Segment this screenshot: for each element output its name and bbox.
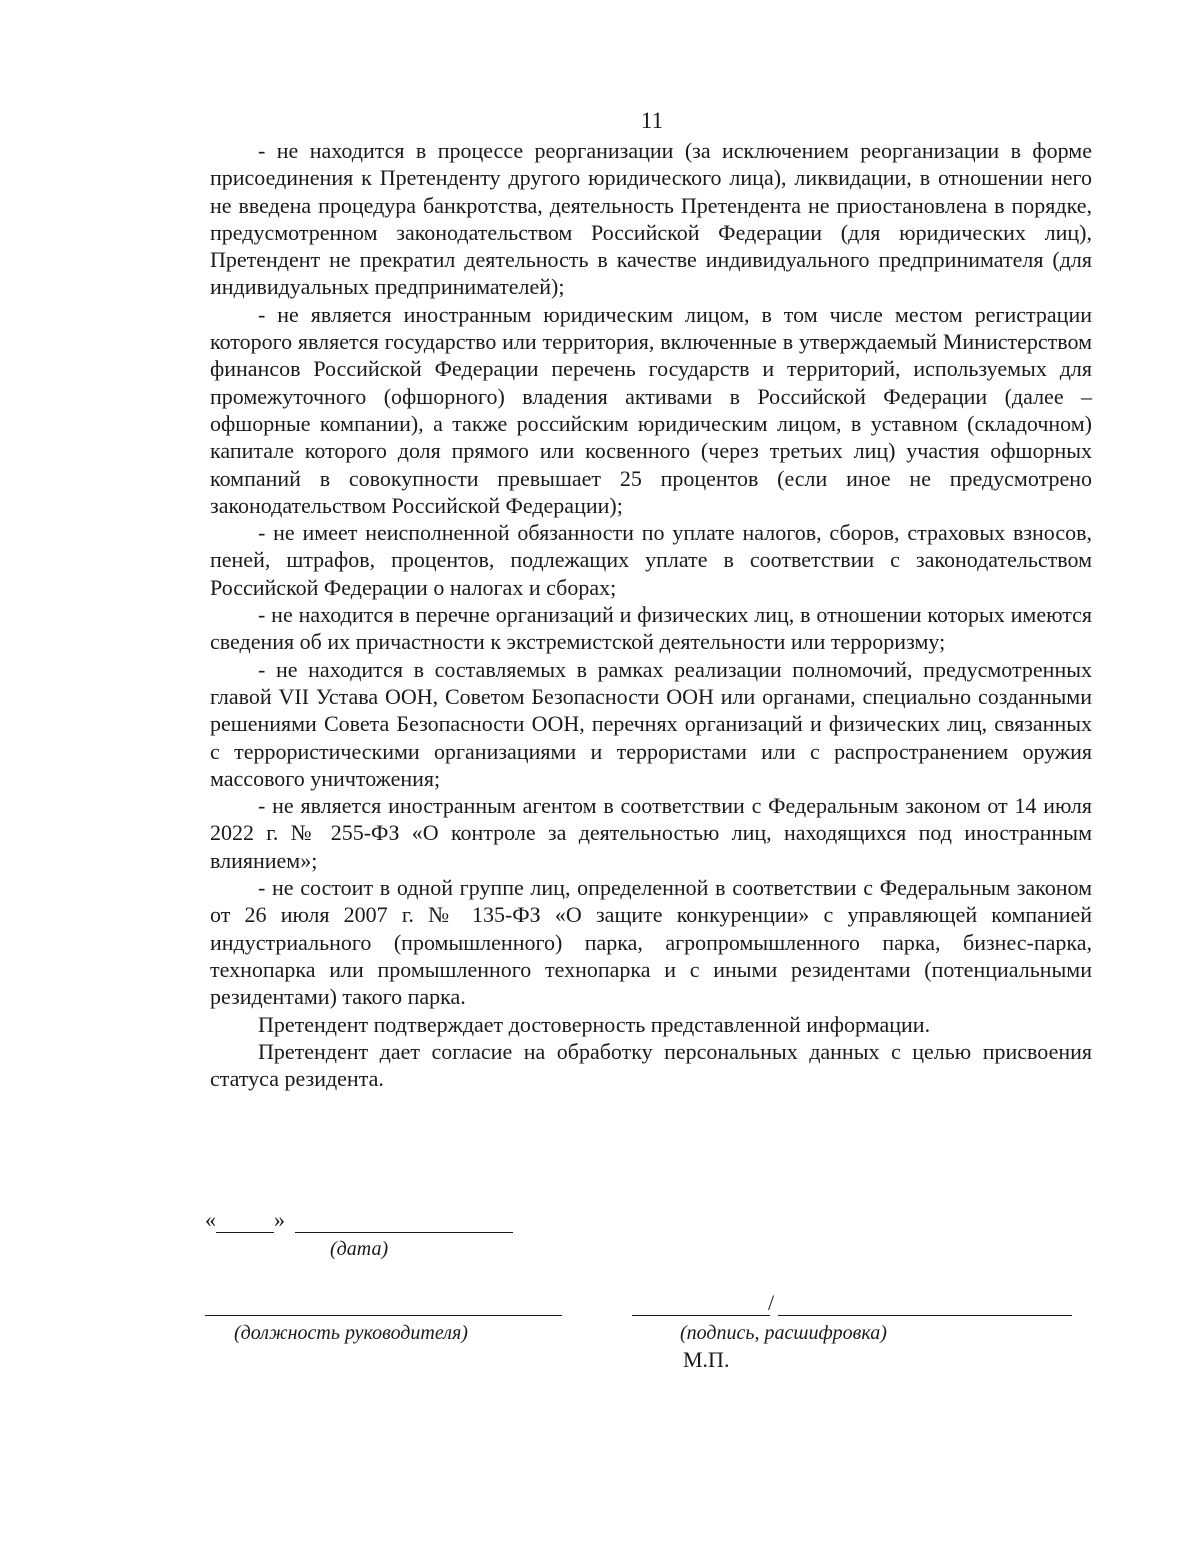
- date-month-year-blank: [295, 1214, 513, 1233]
- signature-slash: /: [768, 1290, 775, 1315]
- position-line: [205, 1315, 562, 1316]
- date-day-blank: [216, 1214, 274, 1233]
- paragraph-no-tax-debt: - не имеет неисполненной обязанности по уплате налогов, сборов, страховых взносов, пеней, штрафов, процентов, подлежащих уплате в соответствии с законодательством Российской Федерации о налогах и сборах;: [210, 520, 1092, 600]
- stamp-place-label: М.П.: [683, 1347, 730, 1372]
- page-number: 11: [640, 108, 664, 133]
- date-caption: (дата): [330, 1238, 389, 1260]
- date-close-quote: »: [274, 1207, 285, 1232]
- signature-name-line: [778, 1315, 1072, 1316]
- paragraph-confirms-accuracy: Претендент подтверждает достоверность представленной информации.: [258, 1011, 931, 1037]
- paragraph-not-un-list: - не находится в составляемых в рамках реализации полномочий, предусмотренных главой VII Устава ООН, Советом Безопасности ООН или органами, специально созданными решениями Совета Безопасности ООН, перечнях организаций и физических лиц, связанных с террористическими организациями и террористами или с распространением оружия массового уничтожения;: [210, 656, 1092, 791]
- paragraph-not-foreign-entity: - не является иностранным юридическим лицом, в том числе местом регистрации которого является государство или территория, включенные в утверждаемый Министерством финансов Российской Федерации перечень государств и территорий, используемых для промежуточного (офшорного) владения активами в Российской Федерации (далее – офшорные компании), а также российским юридическим лицом, в уставном (складочном) капитале которого доля прямого или косвенного (через третьих лиц) участия офшорных компаний в совокупности превышает 25 процентов (если иное не предусмотрено законодательством Российской Федерации);: [210, 301, 1092, 518]
- signature-line: [632, 1315, 770, 1316]
- date-field: [205, 1205, 513, 1233]
- document-body: [210, 137, 1092, 1092]
- paragraph-not-same-group: - не состоит в одной группе лиц, определенной в соответствии с Федеральным законом от 26 июля 2007 г. № 135-ФЗ «О защите конкуренции» с управляющей компанией индустриального (промышленного) парка, агропромышленного парка, бизнес-парка, технопарка или промышленного технопарка и с иными резидентами (потенциальными резидентами) такого парка.: [210, 875, 1092, 1010]
- paragraph-not-foreign-agent: - не является иностранным агентом в соответствии с Федеральным законом от 14 июля 2022 г. № 255-ФЗ «О контроле за деятельностью лиц, находящихся под иностранным влиянием»;: [210, 793, 1092, 873]
- paragraph-consent-personal-data: Претендент дает согласие на обработку персональных данных с целью присвоения статуса резидента.: [210, 1038, 1092, 1092]
- position-caption: (должность руководителя): [234, 1322, 468, 1344]
- paragraph-not-in-reorganization: - не находится в процессе реорганизации (за исключением реорганизации в форме присоединения к Претенденту другого юридического лица), ликвидации, в отношении него не введена процедура банкротства, деятельность Претендента не приостановлена в порядке, предусмотренном законодательством Российской Федерации (для юридических лиц), Претендент не прекратил деятельность в качестве индивидуального предпринимателя (для индивидуальных предпринимателей);: [210, 138, 1092, 300]
- date-open-quote: «: [205, 1207, 216, 1232]
- paragraph-not-extremist-list: - не находится в перечне организаций и физических лиц, в отношении которых имеются сведения об их причастности к экстремистской деятельности или терроризму;: [210, 602, 1092, 655]
- signature-caption: (подпись, расшифровка): [680, 1322, 887, 1344]
